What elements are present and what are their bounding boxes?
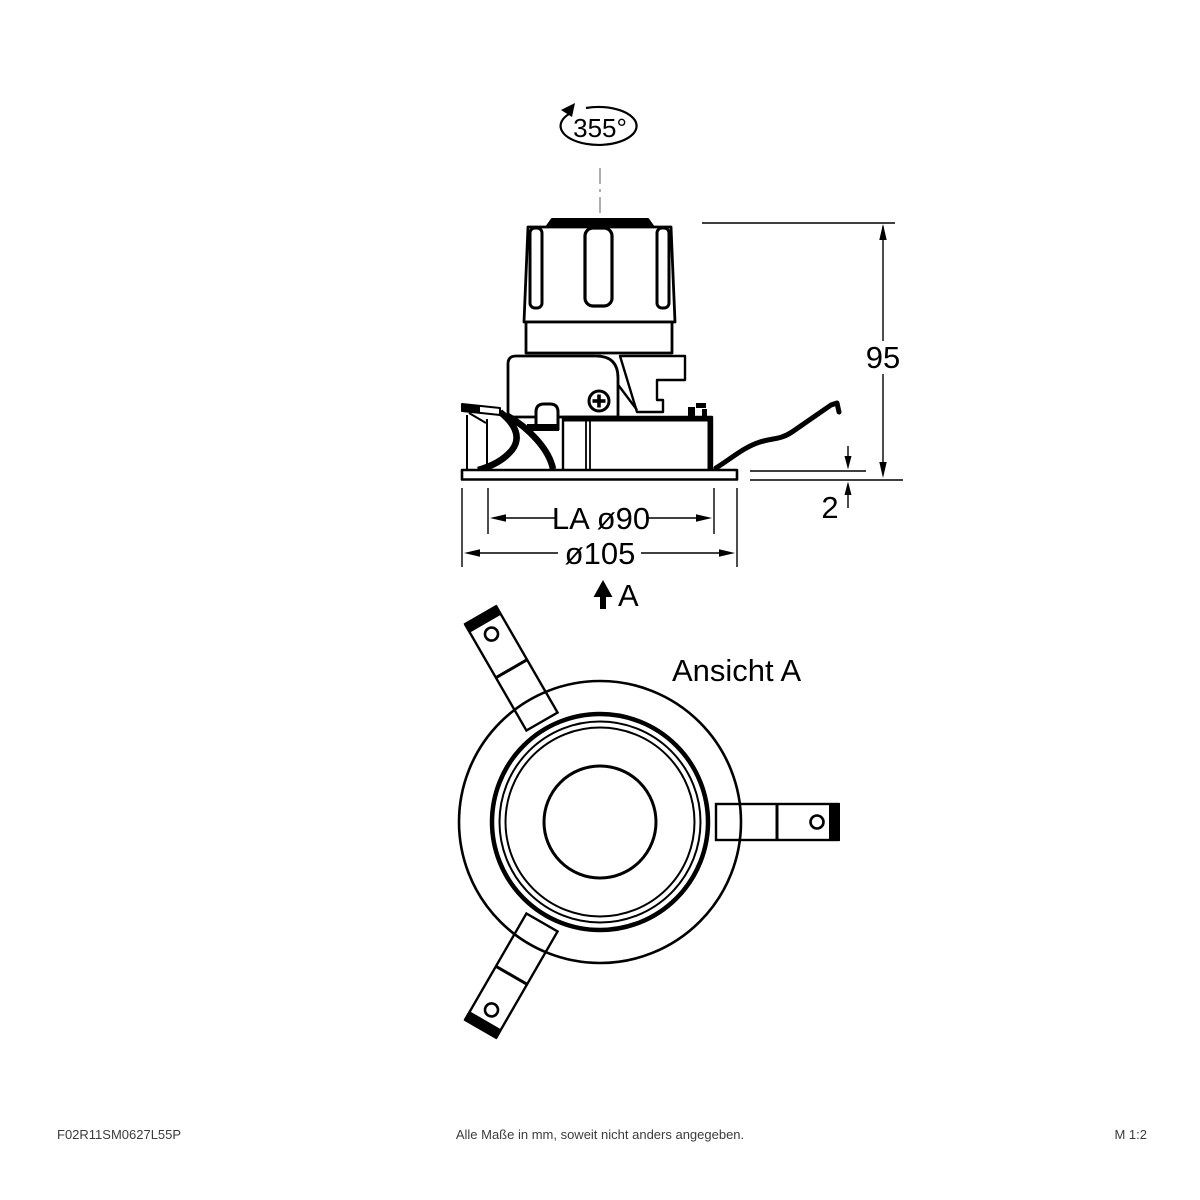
footer-note: Alle Maße in mm, soweit nicht anders angegeben. — [455, 1127, 745, 1142]
footer-article-code: F02R11SM0627L55P — [57, 1127, 182, 1142]
view-arrow-label: A — [618, 578, 639, 613]
collar-section — [526, 322, 672, 353]
heatsink-slot-center — [585, 228, 612, 306]
heatsink-top-cap — [547, 219, 653, 226]
heatsink-slot-left — [530, 228, 542, 308]
dim-label-95: 95 — [865, 340, 901, 375]
bottom-view-title: Ansicht A — [672, 653, 802, 688]
screw-icon — [589, 391, 609, 411]
dim-label-2: 2 — [821, 490, 839, 525]
footer-scale: M 1:2 — [1114, 1127, 1147, 1142]
rotation-angle-label: 355° — [573, 113, 627, 143]
heatsink-slot-right — [657, 228, 669, 308]
mounting-tab-right — [716, 803, 840, 841]
dim-label-105: ø105 — [564, 536, 636, 571]
mounting-flange — [462, 470, 737, 480]
dim-label-la90: LA ø90 — [551, 501, 651, 536]
